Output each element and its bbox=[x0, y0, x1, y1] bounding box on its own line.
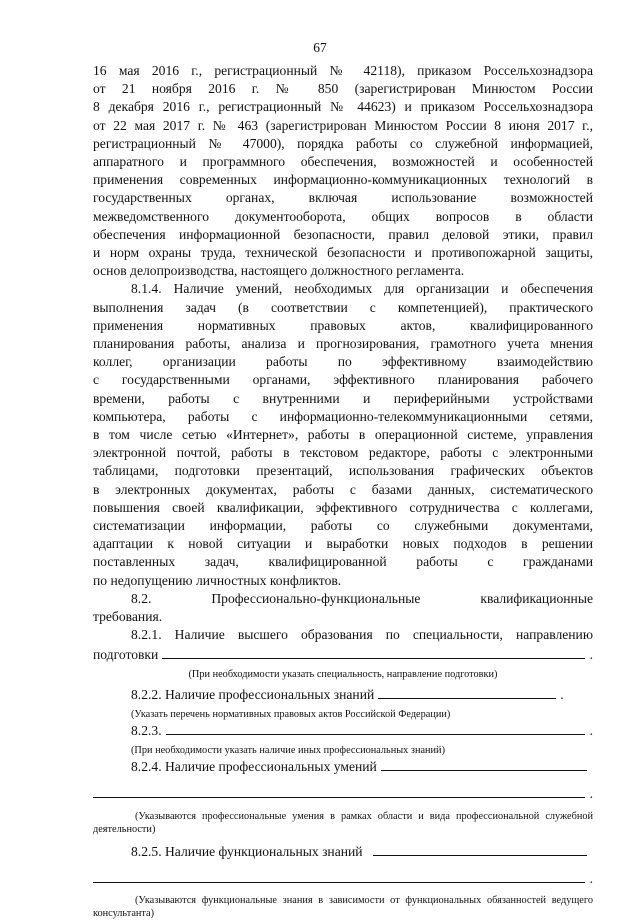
text-line: электронной почтой, работы в текстовом редакторе, работы с электронными bbox=[93, 445, 593, 461]
blank-line bbox=[166, 721, 585, 735]
blank-line bbox=[378, 685, 556, 699]
form-row bbox=[93, 645, 593, 664]
form-row bbox=[93, 784, 593, 803]
form-row bbox=[93, 842, 593, 861]
text-line: применения современных информационно-коммуникационных технологий в bbox=[93, 172, 593, 188]
field-caption: (При необходимости указать специальность, направление подготовки) bbox=[188, 668, 498, 680]
blank-line bbox=[373, 842, 587, 856]
item-8-2-2 bbox=[93, 685, 593, 721]
paragraph-8-1-4 bbox=[93, 280, 593, 589]
text-line: аппаратного и программного обеспечения, возможностей и особенностей bbox=[93, 154, 593, 170]
text-line: компьютера, работы с информационно-телекоммуникационными сетями, bbox=[93, 408, 593, 424]
line-end: . bbox=[589, 646, 593, 662]
field-caption: (Указываются профессиональные умения в рамках области и вида профессиональной служебной деятельности) bbox=[93, 810, 593, 835]
text-line: коллег, организации работы по эффективному взаимодействию bbox=[93, 354, 593, 370]
text-line: повышения своей квалификации, эффективного сотрудничества с коллегами, bbox=[93, 499, 593, 515]
text-line: в том числе сетью «Интернет», работы в операционной системе, управления bbox=[93, 427, 593, 443]
field-caption: (При необходимости указать наличие иных профессиональных знаний) bbox=[131, 745, 445, 757]
paragraph-continuation bbox=[93, 62, 593, 280]
text-line: обеспечения информационной безопасности, правил деловой этики, правил bbox=[93, 226, 593, 242]
text-line: 8 декабря 2016 г., регистрационный № 44623) и приказом Россельхознадзора bbox=[93, 99, 593, 115]
text-line: межведомственного документооборота, общих вопросов в области bbox=[93, 208, 593, 224]
text-line: планирования работы, анализа и прогнозирования, грамотного учета мнения bbox=[93, 336, 593, 352]
page-number: 67 bbox=[313, 40, 327, 55]
text-line: систематизации информации, работы со служебными документами, bbox=[93, 518, 593, 534]
item-8-2-5 bbox=[93, 842, 593, 920]
blank-line bbox=[162, 645, 584, 659]
section-8-2-heading bbox=[93, 590, 593, 626]
field-label: 8.2.5. Наличие функциональных знаний bbox=[131, 843, 363, 859]
text-line: адаптации к новой ситуации и выработки новых подходов в решении bbox=[93, 536, 593, 552]
line-end: . bbox=[589, 786, 593, 802]
form-row bbox=[93, 721, 593, 740]
text-line: с государственными органами, эффективного планирования рабочего bbox=[93, 372, 593, 388]
form-row bbox=[93, 757, 593, 776]
text-line: таблицами, подготовки презентаций, использования графических объектов bbox=[93, 463, 593, 479]
field-label: подготовки bbox=[93, 646, 159, 662]
text-line: применения нормативных правовых актов, квалифицированного bbox=[93, 317, 593, 333]
blank-line bbox=[93, 784, 585, 798]
blank-line bbox=[93, 869, 585, 883]
text-line: 8.2.1. Наличие высшего образования по специальности, направлению bbox=[131, 627, 593, 643]
text-line: основ делопроизводства, настоящего должностного регламента. bbox=[93, 263, 465, 279]
text-line: 8.1.4. Наличие умений, необходимых для организации и обеспечения bbox=[131, 281, 593, 297]
line-end: . bbox=[589, 722, 593, 738]
text-line: в электронных документах, работы с базами данных, систематического bbox=[93, 481, 593, 497]
text-line: государственных органах, включая использование возможностей bbox=[93, 190, 593, 206]
text-line: 8.2. Профессионально-функциональные квалификационные bbox=[131, 590, 593, 606]
document-body bbox=[93, 62, 593, 920]
item-8-2-1 bbox=[93, 626, 593, 680]
line-end: . bbox=[589, 870, 593, 886]
text-line: по недопущению личностных конфликтов. bbox=[93, 572, 342, 588]
text-line: выполнения задач (в соответствии с компетенцией), практического bbox=[93, 299, 593, 315]
form-row bbox=[93, 685, 593, 704]
text-line: от 22 мая 2017 г. № 463 (зарегистрирован Минюстом России 8 июня 2017 г., bbox=[93, 117, 593, 133]
field-label: 8.2.3. bbox=[131, 722, 162, 738]
field-label: 8.2.2. Наличие профессиональных знаний bbox=[131, 686, 375, 702]
field-caption: (Указываются функциональные знания в зависимости от функциональных обязанностей ведущего консультанта) bbox=[93, 894, 593, 919]
text-line: от 21 ноября 2016 г. № 850 (зарегистрирован Минюстом России bbox=[93, 81, 593, 97]
text-line: времени, работы с внутренними и периферийными устройствами bbox=[93, 390, 593, 406]
field-label: 8.2.4. Наличие профессиональных умений bbox=[131, 759, 377, 775]
field-caption: (Указать перечень нормативных правовых актов Российской Федерации) bbox=[131, 708, 451, 720]
item-8-2-4 bbox=[93, 757, 593, 835]
form-row bbox=[93, 869, 593, 888]
text-line: поставленных задач, квалифицированной работы с гражданами bbox=[93, 554, 593, 570]
blank-line bbox=[381, 757, 587, 771]
item-8-2-3 bbox=[93, 721, 593, 757]
text-line: 16 мая 2016 г., регистрационный № 42118), приказом Россельхознадзора bbox=[93, 63, 593, 78]
text-line: и норм охраны труда, технической безопасности и противопожарной защиты, bbox=[93, 245, 593, 261]
line-end: . bbox=[560, 686, 564, 702]
text-line: требования. bbox=[93, 609, 163, 625]
text-line: регистрационный № 47000), порядка работы со служебной информацией, bbox=[93, 135, 593, 151]
